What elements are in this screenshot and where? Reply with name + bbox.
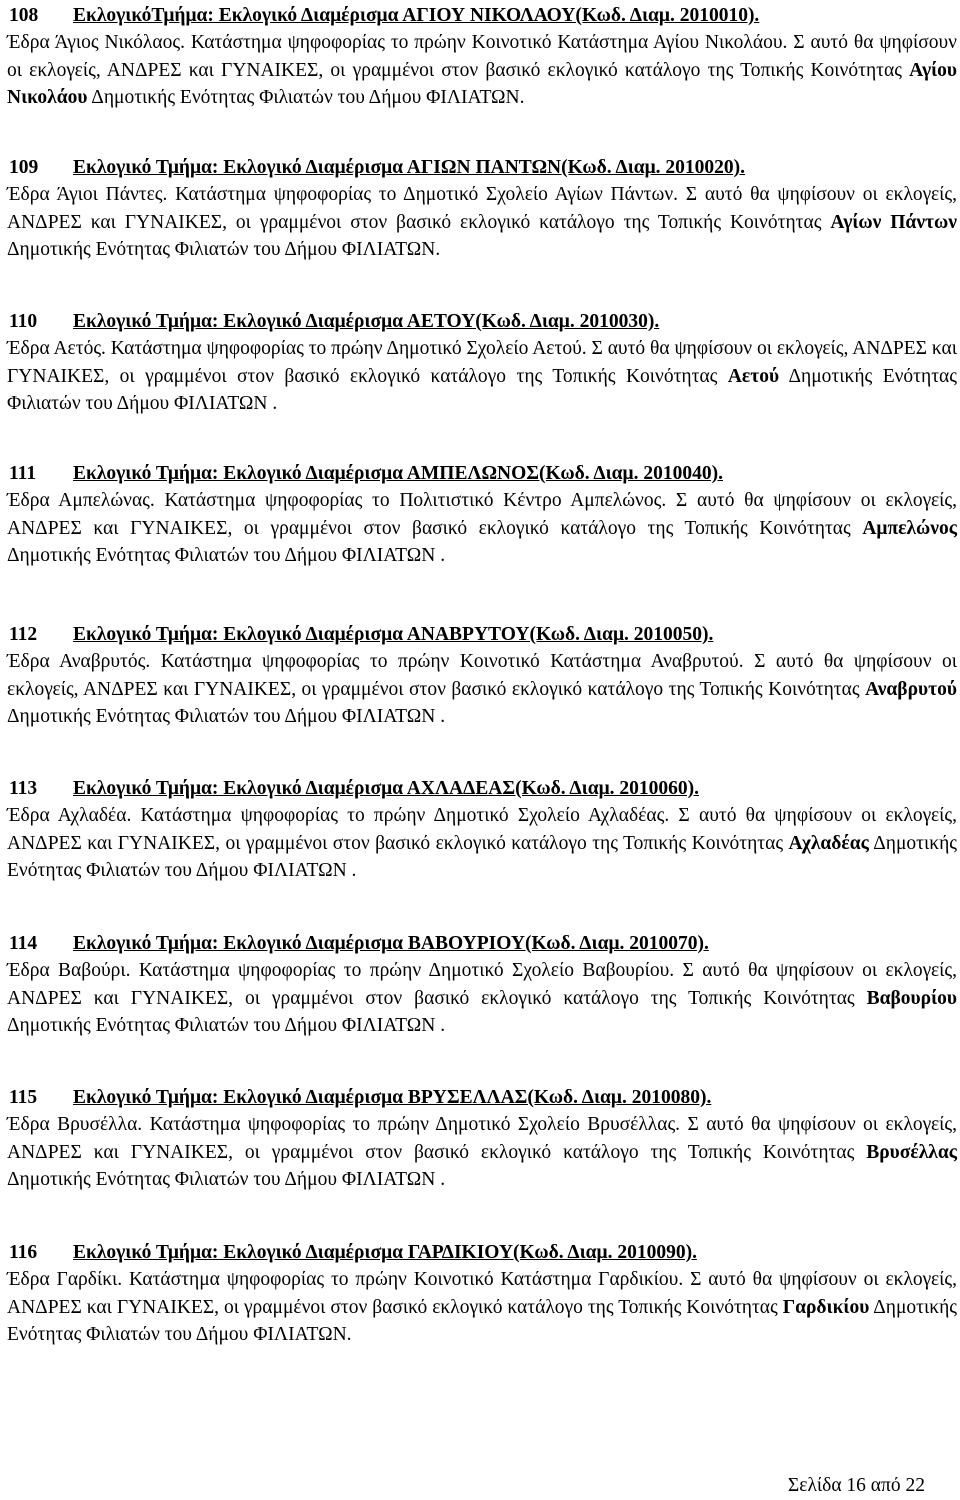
entry-title: Εκλογικό Τμήμα: Εκλογικό Διαμέρισμα ΒΡΥΣΕΛΛΑΣ(Κωδ. Διαμ. 2010080). [73,1087,712,1108]
entry-community: Αναβρυτού [865,678,957,700]
electoral-section-entry [7,460,957,570]
entry-community: Βρυσέλλας [866,1141,957,1163]
entry-seat: Έδρα Άγιος Νικόλαος. Κατάστημα ψηφοφορίας το πρώην Κοινοτικό Κατάστημα Αγίου Νικολάου. [7,32,788,54]
entry-number: 114 [9,933,38,954]
entry-community: Αχλαδέας [788,832,869,854]
entry-heading [7,1239,957,1266]
entry-number: 108 [9,5,39,26]
entry-text: Σ αυτό θα ψηφίσουν οι εκλογείς, ΑΝΔΡΕΣ και ΓΥΝΑΙΚΕΣ, οι γραμμένοι στον βασικό εκλογικό κατάλογο της Τοπικής Κοινότητας [7,1269,957,1318]
entry-text: Σ αυτό θα ψηφίσουν οι εκλογείς, ΑΝΔΡΕΣ και ΓΥΝΑΙΚΕΣ, οι γραμμένοι στον βασικό εκλογικό κατάλογο της Τοπικής Κοινότητας [7,1114,957,1163]
entry-community: Αγίου Νικολάου [7,59,957,109]
entry-heading [7,2,957,29]
entry-title: Εκλογικό Τμήμα: Εκλογικό Διαμέρισμα ΑΕΤΟΥ(Κωδ. Διαμ. 2010030). [73,311,660,332]
entry-text-end: Δημοτικής Ενότητας Φιλιατών του Δήμου ΦΙΛΙΑΤΩΝ. [7,239,441,261]
entry-text-end: Δημοτικής Ενότητας Φιλιατών του Δήμου ΦΙΛΙΑΤΩΝ. [87,87,525,109]
entry-title: Εκλογικό Τμήμα: Εκλογικό Διαμέρισμα ΑΜΠΕΛΩΝΟΣ(Κωδ. Διαμ. 2010040). [73,463,723,484]
entry-heading [7,308,957,335]
entry-number: 110 [9,311,38,332]
entry-number: 109 [9,157,39,178]
entry-text-end: Δημοτικής Ενότητας Φιλιατών του Δήμου ΦΙΛΙΑΤΩΝ. [7,1296,957,1346]
entry-seat: Έδρα Άγιοι Πάντες. Κατάστημα ψηφοφορίας το Δημοτικό Σχολείο Αγίων Πάντων. [7,184,679,206]
entry-seat: Έδρα Αναβρυτός. Κατάστημα ψηφοφορίας το πρώην Κοινοτικό Κατάστημα Αναβρυτού. [7,651,744,673]
page-number: Σελίδα 16 από 22 [787,1475,925,1496]
entry-heading [7,775,957,802]
entry-number: 111 [9,463,37,484]
electoral-section-entry [7,2,957,112]
entry-text-end: Δημοτικής Ενότητας Φιλιατών του Δήμου ΦΙΛΙΑΤΩΝ . [7,545,446,567]
entry-body [7,802,957,884]
electoral-section-entry [7,930,957,1040]
entry-heading [7,930,957,957]
entry-body [7,181,957,263]
entry-body [7,1266,957,1348]
entry-seat: Έδρα Αετός. Κατάστημα ψηφοφορίας το πρώην Δημοτικό Σχολείο Αετού. [7,338,587,360]
electoral-section-entry [7,154,957,264]
entry-seat: Έδρα Αχλαδέα. Κατάστημα ψηφοφορίας το πρώην Δημοτικό Σχολείο Αχλαδέας. [7,805,670,827]
entry-body [7,487,957,569]
entry-body [7,957,957,1039]
entry-text: Σ αυτό θα ψηφίσουν οι εκλογείς, ΑΝΔΡΕΣ και ΓΥΝΑΙΚΕΣ, οι γραμμένοι στον βασικό εκλογικό κατάλογο της Τοπικής Κοινότητας [7,32,957,81]
entry-title: ΕκλογικόΤμήμα: Εκλογικό Διαμέρισμα ΑΓΙΟΥ ΝΙΚΟΛΑΟΥ(Κωδ. Διαμ. 2010010). [73,5,760,26]
entry-text: Σ αυτό θα ψηφίσουν οι εκλογείς, ΑΝΔΡΕΣ και ΓΥΝΑΙΚΕΣ, οι γραμμένοι στον βασικό εκλογικό κατάλογο της Τοπικής Κοινότητας [7,490,957,539]
entry-title: Εκλογικό Τμήμα: Εκλογικό Διαμέρισμα ΓΑΡΔΙΚΙΟΥ(Κωδ. Διαμ. 2010090). [73,1242,697,1263]
entry-community: Αμπελώνος [862,517,957,539]
electoral-section-entry [7,775,957,885]
electoral-section-entry [7,1084,957,1194]
entry-number: 116 [9,1242,38,1263]
entry-title: Εκλογικό Τμήμα: Εκλογικό Διαμέρισμα ΑΓΙΩΝ ΠΑΝΤΩΝ(Κωδ. Διαμ. 2010020). [73,157,746,178]
entry-text-end: Δημοτικής Ενότητας Φιλιατών του Δήμου ΦΙΛΙΑΤΩΝ . [7,365,957,415]
entry-body [7,29,957,111]
entry-heading [7,460,957,487]
entry-text: Σ αυτό θα ψηφίσουν οι εκλογείς, ΑΝΔΡΕΣ και ΓΥΝΑΙΚΕΣ, οι γραμμένοι στον βασικό εκλογικό κατάλογο της Τοπικής Κοινότητας [7,651,958,700]
entry-community: Αγίων Πάντων [830,211,957,233]
entry-text: Σ αυτό θα ψηφίσουν οι εκλογείς, ΑΝΔΡΕΣ και ΓΥΝΑΙΚΕΣ, οι γραμμένοι στον βασικό εκλογικό κατάλογο της Τοπικής Κοινότητας [7,960,957,1009]
entry-text: Σ αυτό θα ψηφίσουν οι εκλογείς, ΑΝΔΡΕΣ και ΓΥΝΑΙΚΕΣ, οι γραμμένοι στον βασικό εκλογικό κατάλογο της Τοπικής Κοινότητας [7,338,957,387]
entry-number: 115 [9,1087,38,1108]
entry-title: Εκλογικό Τμήμα: Εκλογικό Διαμέρισμα ΑΧΛΑΔΕΑΣ(Κωδ. Διαμ. 2010060). [73,778,700,799]
entry-number: 113 [9,778,38,799]
entry-body [7,648,957,730]
entry-text: Σ αυτό θα ψηφίσουν οι εκλογείς, ΑΝΔΡΕΣ και ΓΥΝΑΙΚΕΣ, οι γραμμένοι στον βασικό εκλογικό κατάλογο της Τοπικής Κοινότητας [7,805,957,854]
entry-seat: Έδρα Αμπελώνας. Κατάστημα ψηφοφορίας το Πολιτιστικό Κέντρο Αμπελώνος. [7,490,667,512]
entry-community: Γαρδικίου [782,1296,870,1318]
entry-heading [7,154,957,181]
entry-title: Εκλογικό Τμήμα: Εκλογικό Διαμέρισμα ΒΑΒΟΥΡΙΟΥ(Κωδ. Διαμ. 2010070). [73,933,709,954]
entry-text-end: Δημοτικής Ενότητας Φιλιατών του Δήμου ΦΙΛΙΑΤΩΝ . [7,1015,446,1037]
entry-number: 112 [9,624,38,645]
entry-text-end: Δημοτικής Ενότητας Φιλιατών του Δήμου ΦΙΛΙΑΤΩΝ . [7,1169,446,1191]
entry-heading [7,1084,957,1111]
entry-title: Εκλογικό Τμήμα: Εκλογικό Διαμέρισμα ΑΝΑΒΡΥΤΟΥ(Κωδ. Διαμ. 2010050). [73,624,714,645]
entry-community: Αετού [727,365,780,387]
entry-text-end: Δημοτικής Ενότητας Φιλιατών του Δήμου ΦΙΛΙΑΤΩΝ . [7,832,957,882]
entry-community: Βαβουρίου [866,987,957,1009]
entry-body [7,1111,957,1193]
entry-text-end: Δημοτικής Ενότητας Φιλιατών του Δήμου ΦΙΛΙΑΤΩΝ . [7,706,446,728]
electoral-section-entry [7,1239,957,1349]
entry-seat: Έδρα Γαρδίκι. Κατάστημα ψηφοφορίας το πρώην Κοινοτικό Κατάστημα Γαρδικίου. [7,1269,684,1291]
entry-heading [7,621,957,648]
electoral-section-entry [7,308,957,418]
entry-text: Σ αυτό θα ψηφίσουν οι εκλογείς, ΑΝΔΡΕΣ και ΓΥΝΑΙΚΕΣ, οι γραμμένοι στον βασικό εκλογικό κατάλογο της Τοπικής Κοινότητας [7,184,957,233]
entry-seat: Έδρα Βαβούρι. Κατάστημα ψηφοφορίας το πρώην Δημοτικό Σχολείο Βαβουρίου. [7,960,675,982]
entry-seat: Έδρα Βρυσέλλα. Κατάστημα ψηφοφορίας το πρώην Δημοτικό Σχολείο Βρυσέλλας. [7,1114,681,1136]
electoral-section-entry [7,621,957,731]
entry-body [7,335,957,417]
